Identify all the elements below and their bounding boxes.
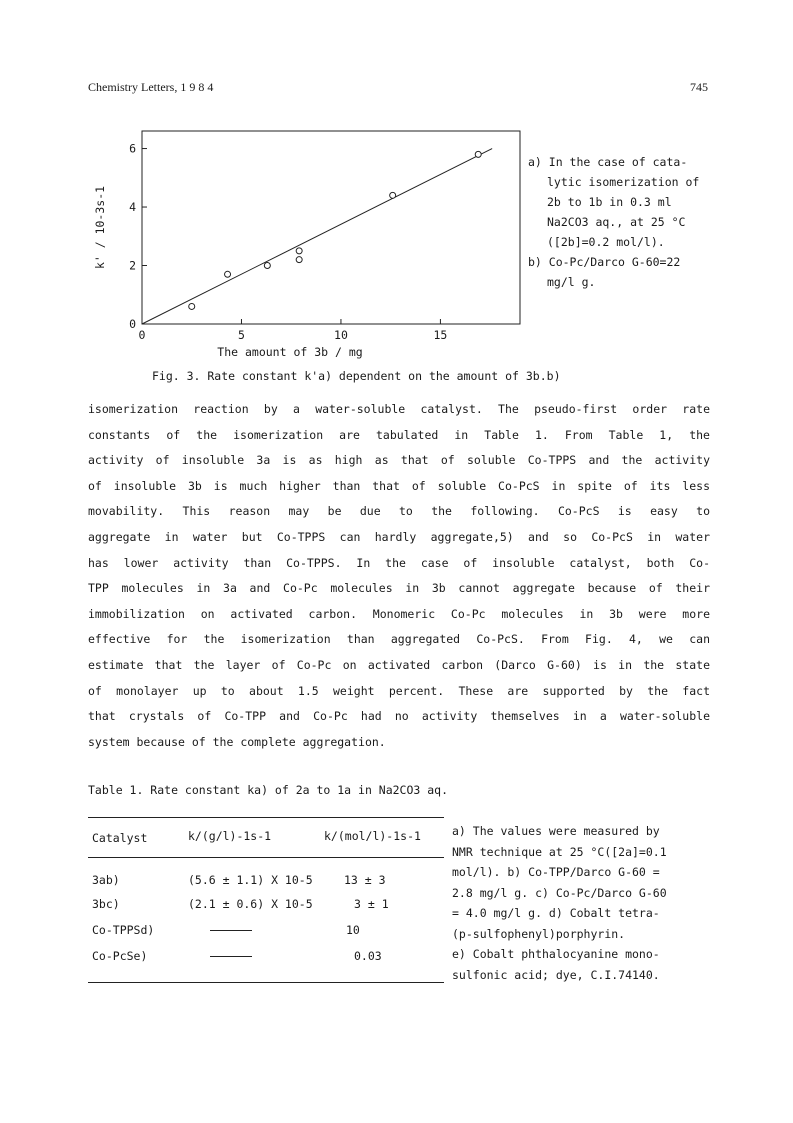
table-note-line: a) The values were measured by [452, 824, 660, 838]
table-note-line: = 4.0 mg/l g. d) Cobalt tetra- [452, 906, 660, 920]
data-point [189, 303, 195, 309]
body-line: estimate that the layer of Co-Pc on activated carbon (Darco G-60) is in the state [88, 657, 710, 672]
body-line: isomerization reaction by a water-soluble catalyst. The pseudo-first order rate [88, 402, 710, 416]
table-header-k-g: k/(g/l)-1s-1 [188, 829, 272, 843]
chart-note-a: a) In the case of cata- lytic isomerization of 2b to 1b in 0.3 ml Na2CO3 aq., at 25 °C ([2b]=0.2 mol/l). [528, 155, 700, 249]
body-line: activity of insoluble 3a is as high as that of soluble Co-TPPS and the activity [88, 453, 710, 468]
x-tick-label: 15 [433, 328, 448, 342]
table-cell-k-mol: 13 ± 3 [344, 873, 386, 887]
body-line: constants of the isomerization are tabulated in Table 1. From Table 1, the [88, 427, 710, 442]
body-line: immobilization on activated carbon. Monomeric Co-Pc molecules in 3b were more [88, 606, 710, 621]
table-header-rule [88, 857, 444, 858]
x-tick-label: 5 [238, 328, 245, 342]
table-cell-k-g: (2.1 ± 0.6) X 10-5 [188, 897, 313, 911]
body-line: of insoluble 3b is much higher than that of soluble Co-PcS in spite of its less [88, 478, 710, 493]
table-note-line: (p-sulfophenyl)porphyrin. [452, 926, 626, 941]
body-line: has lower activity than Co-TPPS. In the case of insoluble catalyst, both Co- [88, 555, 710, 570]
body-line: TPP molecules in 3a and Co-Pc molecules in 3b cannot aggregate because of their [88, 581, 710, 596]
table-note-line: sulfonic acid; dye, C.I.74140. [452, 967, 660, 982]
table-header-catalyst: Catalyst [92, 831, 148, 845]
chart-footnotes [528, 152, 710, 292]
body-line: system because of the complete aggregation. [88, 734, 386, 749]
table-bottom-rule [88, 982, 444, 983]
table-title: Table 1. Rate constant ka) of 2a to 1a in Na2CO3 aq. [88, 783, 449, 797]
body-line: effective for the isomerization than aggregated Co-PcS. From Fig. 4, we can [88, 632, 710, 647]
table-cell-k-g-dash [210, 923, 252, 937]
y-axis-label: k' / 10-3s-1 [93, 185, 107, 270]
x-axis-label: The amount of 3b / mg [217, 345, 363, 359]
x-tick-label: 10 [334, 328, 348, 342]
y-tick-label: 4 [129, 200, 136, 215]
data-point [296, 248, 302, 254]
body-line: aggregate in water but Co-TPPS can hardly aggregate,5) and so Co-PcS in water [88, 529, 710, 544]
table-note-line: mol/l). b) Co-TPP/Darco G-60 = [452, 865, 660, 879]
table-cell-k-g-dash [210, 949, 252, 963]
chart-footnote-a [528, 152, 710, 252]
table-note-line: 2.8 mg/l g. c) Co-Pc/Darco G-60 [452, 885, 667, 900]
journal-name: Chemistry Letters, 1 9 8 4 [88, 80, 214, 94]
table-footnotes [452, 821, 710, 985]
data-point [225, 271, 231, 277]
chart-note-b: b) Co-Pc/Darco G-60=22 mg/l g. [528, 255, 681, 289]
data-point [390, 192, 396, 198]
table-top-rule [88, 817, 444, 818]
body-paragraph [88, 397, 710, 755]
body-line: of monolayer up to about 1.5 weight percent. These are supported by the fact [88, 683, 710, 698]
y-tick-label: 2 [129, 258, 136, 273]
figure-caption: Fig. 3. Rate constant k'a) dependent on the amount of 3b.b) [152, 369, 561, 383]
table-header-k-mol: k/(mol/l)-1s-1 [324, 829, 421, 843]
data-point [264, 263, 270, 269]
y-tick-label: 6 [129, 141, 136, 156]
x-tick-label: 0 [138, 328, 146, 342]
chart-footnote-b [528, 252, 710, 292]
table-cell-k-mol: 3 ± 1 [354, 897, 389, 911]
table-cell-catalyst: 3bc) [92, 897, 120, 911]
rate-constant-chart [80, 120, 530, 370]
table-cell-k-g: (5.6 ± 1.1) X 10-5 [188, 873, 313, 887]
table-note-line: NMR technique at 25 °C([2a]=0.1 [452, 844, 667, 859]
y-tick-label: 0 [129, 317, 136, 331]
table-cell-catalyst: Co-TPPSd) [92, 923, 155, 937]
data-point [475, 151, 481, 157]
table-cell-k-mol: 0.03 [354, 949, 382, 963]
table-cell-k-mol: 10 [346, 923, 360, 937]
table-cell-catalyst: Co-PcSe) [92, 949, 148, 963]
fit-line [142, 149, 492, 324]
table-note-line: e) Cobalt phthalocyanine mono- [452, 947, 660, 961]
body-line: movability. This reason may be due to the following. Co-PcS is easy to [88, 504, 710, 519]
page-number: 745 [690, 80, 708, 94]
data-point [296, 257, 302, 263]
body-line: that crystals of Co-TPP and Co-Pc had no activity themselves in a water-soluble [88, 709, 710, 724]
table-cell-catalyst: 3ab) [92, 873, 120, 887]
